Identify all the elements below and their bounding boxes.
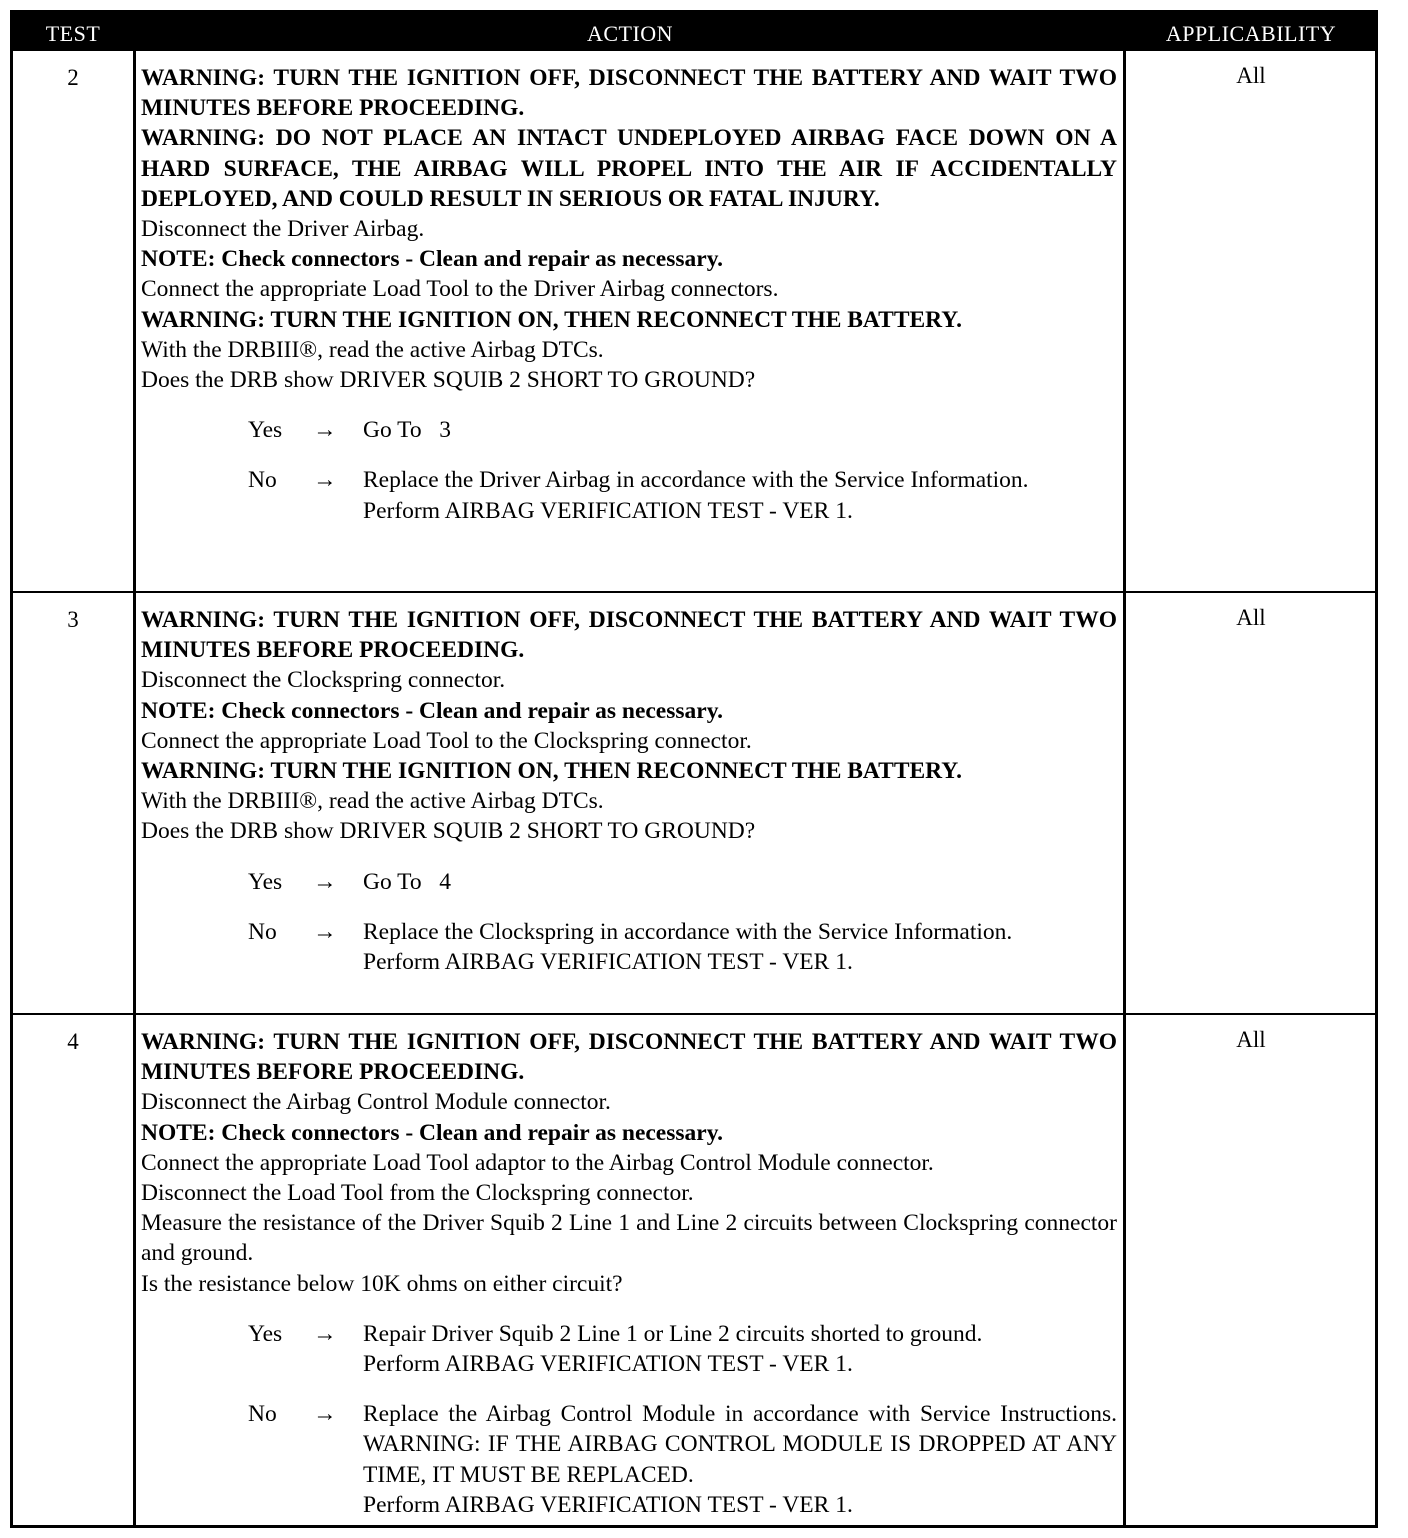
warning-text: WARNING: TURN THE IGNITION ON, THEN RECONNECT THE BATTERY.	[141, 758, 962, 785]
note-text: NOTE: Check connectors - Clean and repair as necessary.	[141, 697, 724, 724]
test-number: 4	[67, 1029, 79, 1054]
note-text: NOTE: Check connectors - Clean and repair as necessary.	[141, 1119, 724, 1146]
applicability: All	[1236, 1027, 1266, 1052]
no-action-verify: Perform AIRBAG VERIFICATION TEST - VER 1.	[363, 949, 853, 976]
no-action-verify: Perform AIRBAG VERIFICATION TEST - VER 1.	[363, 1491, 853, 1518]
arrow-icon: →	[313, 868, 337, 895]
instruction-text: Disconnect the Driver Airbag.	[141, 216, 425, 243]
yes-action: Go To 4	[363, 868, 452, 895]
action-cell	[141, 1027, 1117, 1520]
note-text: NOTE: Check connectors - Clean and repair as necessary.	[141, 246, 724, 273]
no-answer	[141, 1399, 1117, 1520]
yes-action: Go To 3	[363, 417, 452, 444]
no-action-verify: Perform AIRBAG VERIFICATION TEST - VER 1.	[363, 497, 853, 524]
table-header	[13, 13, 1375, 51]
instruction-text: Disconnect the Clockspring connector.	[141, 667, 506, 694]
instruction-text: Connect the appropriate Load Tool to the Clockspring connector.	[141, 727, 752, 754]
yes-label: Yes	[248, 1320, 283, 1347]
header-test: TEST	[45, 21, 101, 46]
header-applicability: APPLICABILITY	[1165, 21, 1337, 46]
yes-answer	[141, 415, 1117, 445]
yes-action-verify: Perform AIRBAG VERIFICATION TEST - VER 1.	[363, 1351, 853, 1378]
instruction-text: Connect the appropriate Load Tool adaptor to the Airbag Control Module connector.	[141, 1149, 934, 1176]
arrow-icon: →	[313, 467, 337, 494]
instruction-text: Disconnect the Load Tool from the Clockspring connector.	[141, 1180, 694, 1207]
warning-text: WARNING: TURN THE IGNITION OFF, DISCONNECT THE BATTERY AND WAIT TWO MINUTES BEFORE PROCEEDING.	[141, 1029, 1117, 1086]
diagnostic-table	[10, 10, 1378, 1528]
applicability: All	[1236, 63, 1266, 88]
action-cell	[141, 63, 1117, 526]
warning-text: WARNING: TURN THE IGNITION ON, THEN RECONNECT THE BATTERY.	[141, 306, 962, 333]
test-number: 3	[67, 607, 79, 632]
yes-label: Yes	[248, 417, 283, 444]
question-text: Does the DRB show DRIVER SQUIB 2 SHORT TO GROUND?	[141, 818, 756, 845]
header-action: ACTION	[586, 21, 674, 46]
arrow-icon: →	[313, 417, 337, 444]
instruction-text: Connect the appropriate Load Tool to the Driver Airbag connectors.	[141, 276, 779, 303]
warning-text: WARNING: TURN THE IGNITION OFF, DISCONNECT THE BATTERY AND WAIT TWO MINUTES BEFORE PROCEEDING.	[141, 65, 1117, 122]
warning-text: WARNING: TURN THE IGNITION OFF, DISCONNECT THE BATTERY AND WAIT TWO MINUTES BEFORE PROCEEDING.	[141, 607, 1117, 664]
table-row	[13, 593, 1375, 1015]
no-label: No	[248, 1401, 277, 1428]
arrow-icon: →	[313, 918, 337, 945]
yes-action: Repair Driver Squib 2 Line 1 or Line 2 circuits shorted to ground.	[363, 1320, 983, 1347]
instruction-text: With the DRBIII®, read the active Airbag DTCs.	[141, 788, 604, 815]
no-answer	[141, 917, 1117, 977]
yes-answer	[141, 1319, 1117, 1379]
yes-label: Yes	[248, 868, 283, 895]
no-label: No	[248, 467, 277, 494]
table-row	[13, 1015, 1375, 1525]
action-cell	[141, 605, 1117, 977]
instruction-text: Measure the resistance of the Driver Squib 2 Line 1 and Line 2 circuits between Clockspring connector and ground.	[141, 1210, 1117, 1267]
applicability: All	[1236, 605, 1266, 630]
question-text: Does the DRB show DRIVER SQUIB 2 SHORT TO GROUND?	[141, 367, 756, 394]
arrow-icon: →	[313, 1401, 337, 1428]
yes-answer	[141, 867, 1117, 897]
no-answer	[141, 465, 1117, 525]
no-action: Replace the Airbag Control Module in accordance with Service Instructions. WARNING: IF THE AIRBAG CONTROL MODULE IS DROPPED AT ANY TIME, IT MUST BE REPLACED.	[363, 1401, 1117, 1488]
warning-text: WARNING: DO NOT PLACE AN INTACT UNDEPLOYED AIRBAG FACE DOWN ON A HARD SURFACE, THE AIRBAG WILL PROPEL INTO THE AIR IF ACCIDENTALLY DEPLOYED, AND COULD RESULT IN SERIOUS OR FATAL INJURY.	[141, 125, 1117, 212]
table-row	[13, 51, 1375, 593]
no-label: No	[248, 918, 277, 945]
instruction-text: With the DRBIII®, read the active Airbag DTCs.	[141, 336, 604, 363]
no-action: Replace the Clockspring in accordance with the Service Information.	[363, 918, 1013, 945]
no-action: Replace the Driver Airbag in accordance with the Service Information.	[363, 467, 1029, 494]
test-number: 2	[67, 65, 79, 90]
arrow-icon: →	[313, 1320, 337, 1347]
instruction-text: Disconnect the Airbag Control Module connector.	[141, 1089, 611, 1116]
question-text: Is the resistance below 10K ohms on either circuit?	[141, 1270, 623, 1297]
